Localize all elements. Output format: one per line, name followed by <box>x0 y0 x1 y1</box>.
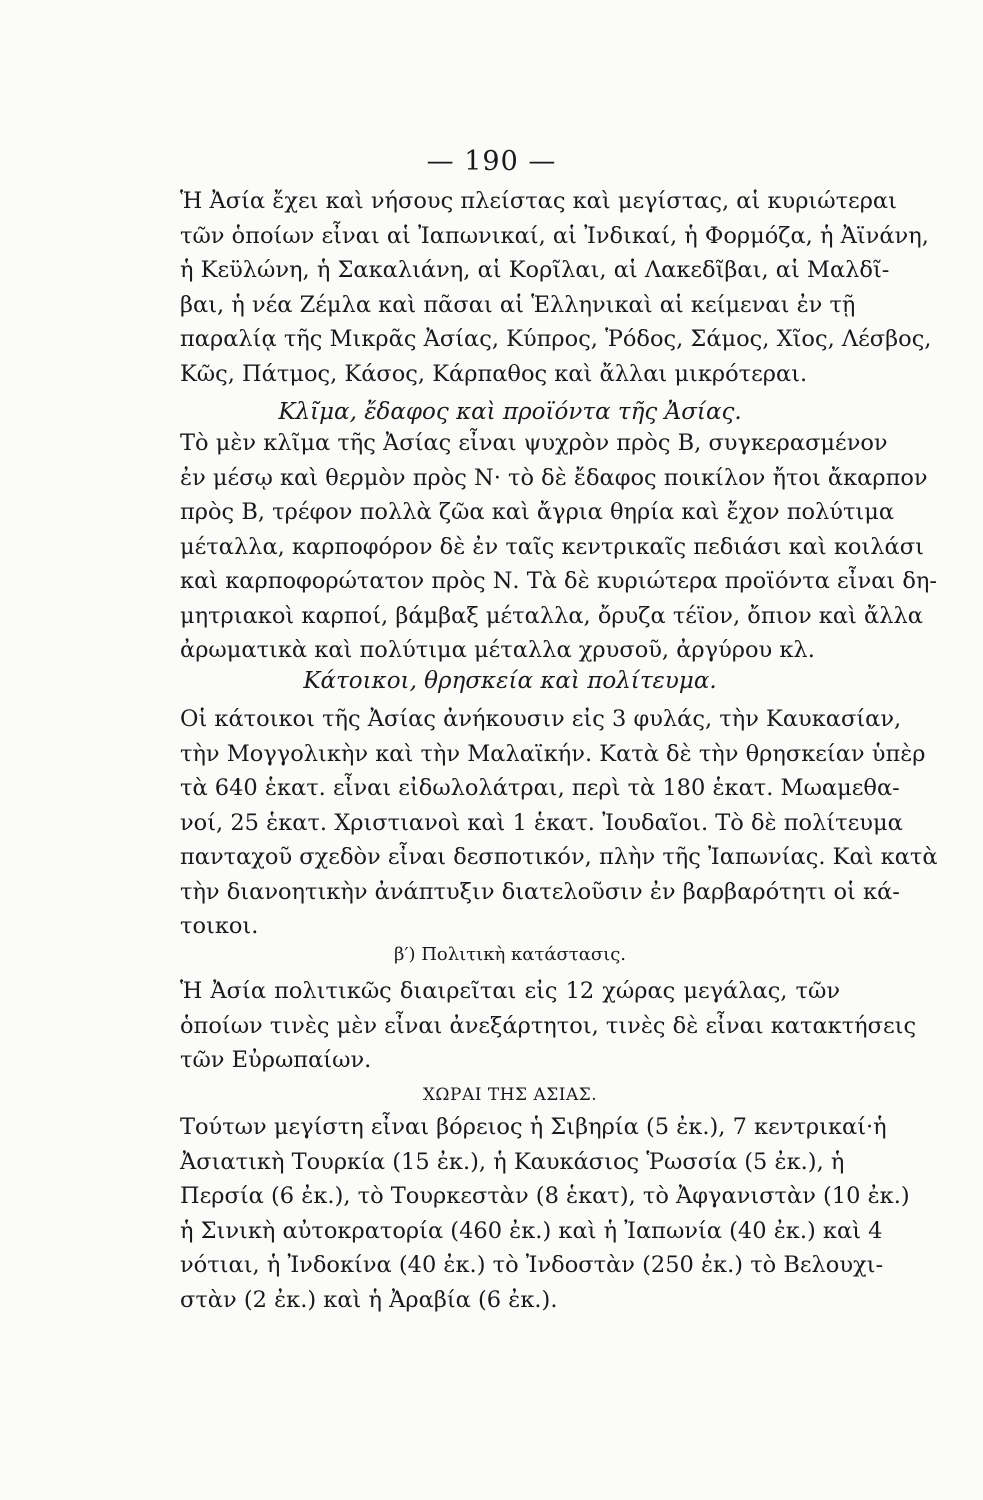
text-line: τὴν διανοητικὴν ἀνάπτυξιν διατελοῦσιν ἐν βαρβαρότητι οἱ κά- <box>180 878 900 905</box>
text-line: τοικοι. <box>180 913 259 939</box>
section-heading-political: β′) Πολιτικὴ κατάστασις. <box>393 944 627 965</box>
text-line: μέταλλα, καρποφόρον δὲ ἐν ταῖς κεντρικαῖς πεδιάσι καὶ κοιλάσι <box>180 533 924 560</box>
paragraph-political <box>180 974 917 1078</box>
paragraph-climate <box>180 426 937 668</box>
text-line: νότιαι, ἡ Ἰνδοκίνα (40 ἐκ.) τὸ Ἰνδοστὰν (250 ἐκ.) τὸ Βελουχι- <box>180 1252 884 1278</box>
paragraph-countries <box>180 1110 910 1317</box>
text-line: Τούτων μεγίστη εἶναι βόρειος ἡ Σιβηρία (5 ἐκ.), 7 κεντρικαί·ἡ <box>180 1114 887 1140</box>
section-heading-wrapper <box>180 395 840 430</box>
section-heading-wrapper <box>180 938 840 972</box>
section-heading-climate: Κλῖμα, ἔδαφος καὶ προϊόντα τῆς Ἀσίας. <box>278 399 742 425</box>
text-line: τῶν Εὐρωπαίων. <box>180 1047 372 1073</box>
text-line: ἡ Σινικὴ αὐτοκρατορία (460 ἐκ.) καὶ ἡ Ἰαπωνία (40 ἐκ.) καὶ 4 <box>180 1217 883 1244</box>
text-line: Ἀσιατικὴ Τουρκία (15 ἐκ.), ἡ Καυκάσιος Ῥωσσία (5 ἐκ.), ἡ <box>180 1148 845 1175</box>
text-line: Ἡ Ἀσία πολιτικῶς διαιρεῖται εἰς 12 χώρας μεγάλας, τῶν <box>180 978 840 1004</box>
text-line: Τὸ μὲν κλῖμα τῆς Ἀσίας εἶναι ψυχρὸν πρὸς Β, συγκερασμένον <box>180 430 888 456</box>
section-heading-wrapper <box>180 664 840 699</box>
text-line: καὶ καρποφορώτατον πρὸς Ν. Τὰ δὲ κυριώτερα προϊόντα εἶναι δη- <box>180 568 937 594</box>
text-line: Κῶς, Πάτμος, Κάσος, Κάρπαθος καὶ ἄλλαι μικρότεραι. <box>180 360 808 387</box>
page-number: — 190 — <box>426 146 557 177</box>
text-line: τὰ 640 ἑκατ. εἶναι εἰδωλολάτραι, περὶ τὰ 180 ἑκατ. Μωαμεθα- <box>180 775 900 801</box>
text-line: ὁποίων τινὲς μὲν εἶναι ἀνεξάρτητοι, τινὲς δὲ εἶναι κατακτήσεις <box>180 1012 917 1039</box>
text-line: πανταχοῦ σχεδὸν εἶναι δεσποτικόν, πλὴν τῆς Ἰαπωνίας. Καὶ κατὰ <box>180 844 938 870</box>
text-line: νοί, 25 ἑκατ. Χριστιανοὶ καὶ 1 ἑκατ. Ἰουδαῖοι. Τὸ δὲ πολίτευμα <box>180 809 903 836</box>
text-line: τῶν ὁποίων εἶναι αἱ Ἰαπωνικαί, αἱ Ἰνδικαί, ἡ Φορμόζα, ἡ Ἀϊνάνη, <box>180 222 929 249</box>
paragraph-inhabitants <box>180 702 938 944</box>
section-heading-wrapper <box>180 1077 840 1113</box>
text-line: Ἡ Ἀσία ἔχει καὶ νήσους πλείστας καὶ μεγίστας, αἱ κυριώτεραι <box>180 188 897 214</box>
text-line: ἐν μέσῳ καὶ θερμὸν πρὸς Ν· τὸ δὲ ἔδαφος ποικίλον ἤτοι ἄκαρπον <box>180 464 928 491</box>
text-line: τὴν Μογγολικὴν καὶ τὴν Μαλαϊκήν. Κατὰ δὲ τὴν θρησκείαν ὑπὲρ <box>180 740 926 767</box>
text-line: μητριακοὶ καρποί, βάμβαξ μέταλλα, ὄρυζα τέϊον, ὄπιον καὶ ἄλλα <box>180 602 923 629</box>
text-line: Οἱ κάτοικοι τῆς Ἀσίας ἀνήκουσιν εἰς 3 φυλάς, τὴν Καυκασίαν, <box>180 706 902 732</box>
text-line: στὰν (2 ἐκ.) καὶ ἡ Ἀραβία (6 ἐκ.). <box>180 1286 558 1313</box>
section-heading-countries: ΧΩΡΑΙ ΤΗΣ ΑΣΙΑΣ. <box>422 1085 598 1105</box>
text-line: βαι, ἡ νέα Ζέμλα καὶ πᾶσαι αἱ Ἑλληνικαὶ αἱ κείμεναι ἐν τῇ <box>180 291 856 318</box>
text-line: πρὸς Β, τρέφον πολλὰ ζῶα καὶ ἄγρια θηρία καὶ ἔχον πολύτιμα <box>180 499 895 525</box>
text-line: ἡ Κεϋλώνη, ἡ Σακαλιάνη, αἱ Κορῖλαι, αἱ Λακεδῖβαι, αἱ Μαλδῖ- <box>180 257 890 283</box>
paragraph-islands <box>180 184 932 391</box>
text-line: Περσία (6 ἐκ.), τὸ Τουρκεστὰν (8 ἑκατ), τὸ Ἀφγανιστὰν (10 ἐκ.) <box>180 1183 910 1209</box>
section-heading-inhabitants: Κάτοικοι, θρησκεία καὶ πολίτευμα. <box>303 668 717 694</box>
text-line: παραλίᾳ τῆς Μικρᾶς Ἀσίας, Κύπρος, Ῥόδος, Σάμος, Χῖος, Λέσβος, <box>180 326 932 352</box>
text-line: ἀρωματικὰ καὶ πολύτιμα μέταλλα χρυσοῦ, ἀργύρου κλ. <box>180 637 815 663</box>
